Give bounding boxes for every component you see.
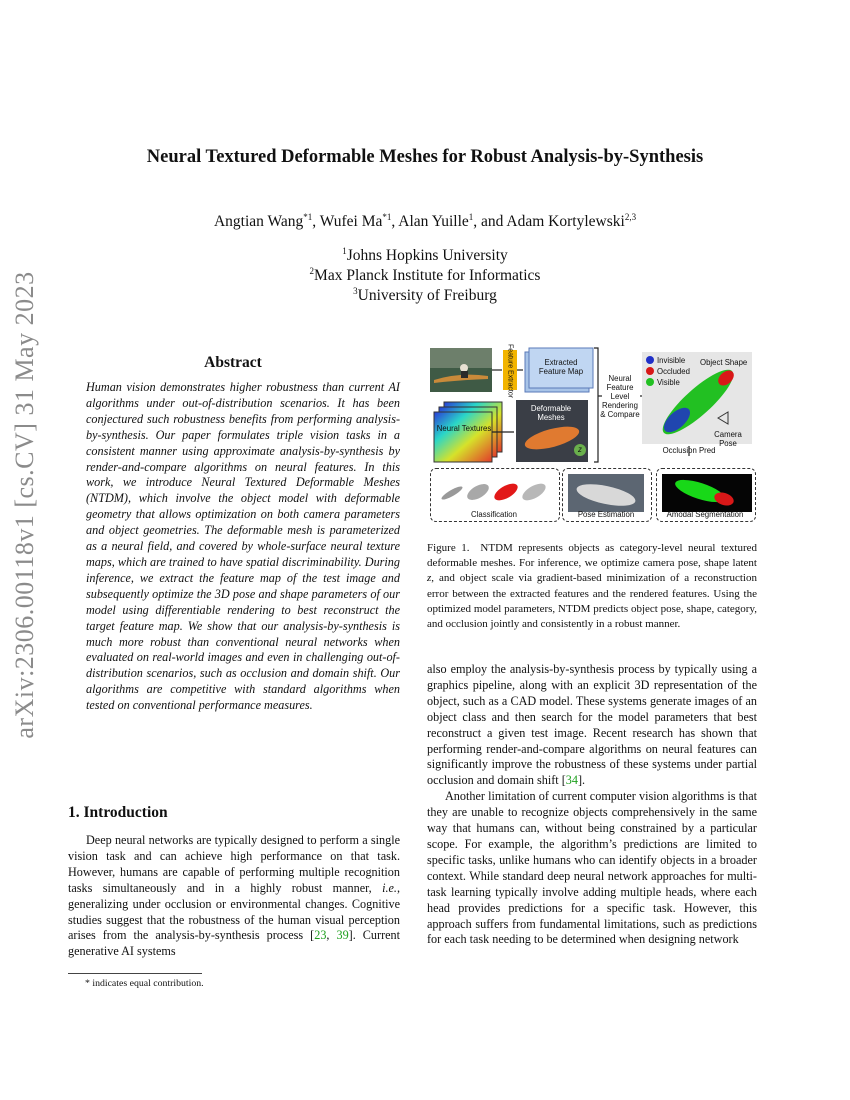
arxiv-stamp bbox=[6, 271, 44, 739]
camera-pose-label: Camera Pose bbox=[714, 430, 742, 448]
amodal-segmentation-label: Amodal Segmentation bbox=[666, 510, 744, 519]
citation-link[interactable]: 39 bbox=[336, 928, 349, 943]
affiliation-sup: 3 bbox=[353, 285, 358, 296]
label-text: Feature Extractor bbox=[506, 343, 514, 399]
legend-invisible: Invisible bbox=[657, 356, 686, 365]
legend-occluded: Occluded bbox=[657, 367, 690, 376]
author-name: Alan Yuille bbox=[398, 213, 469, 230]
text-run: Deep neural networks are typically designed to perform a single vision task and can achieve high performance on that task. However, humans are capable of performing multiple recognition tasks simultaneously and in a highly robust manner, bbox=[68, 833, 400, 895]
author-sup: 2,3 bbox=[624, 211, 637, 222]
affiliation-name: Max Planck Institute for Informatics bbox=[314, 267, 541, 284]
author-sep: , and bbox=[473, 213, 507, 230]
citation-link[interactable]: 23 bbox=[314, 928, 327, 943]
rendering-label: Neural Feature Level Rendering & Compare bbox=[600, 374, 640, 419]
affiliation-name: University of Freiburg bbox=[357, 287, 497, 304]
abstract-heading: Abstract bbox=[204, 354, 262, 371]
author-sep: , bbox=[391, 213, 399, 230]
text-run: , generalizing under occlusion or environmental changes. Cognitive studies suggest that the robustness of the human visual perception arises from the analysis-by-synthesis process [ bbox=[68, 880, 400, 943]
affiliation-sup: 1 bbox=[342, 245, 347, 256]
footnote: * indicates equal contribution. bbox=[85, 978, 204, 989]
legend-swatch-occluded bbox=[646, 367, 654, 375]
input-photo bbox=[430, 348, 492, 392]
text-run: NTDM represents objects as category-level neural textured deformable meshes. For inference, we optimize camera pose, shape latent bbox=[427, 542, 757, 570]
affiliation bbox=[0, 267, 850, 285]
caption-label: Figure 1. bbox=[427, 542, 470, 554]
legend-swatch-invisible bbox=[646, 356, 654, 364]
legend-visible: Visible bbox=[657, 378, 680, 387]
text-run: , and object scale via gradient-based minimization of a reconstruction error between the extracted features and the rendered features. Using the optimized model parameters, NTDM predicts object pose, shape, category, and occlusion jointly and consistently in a robust manner. bbox=[427, 572, 757, 631]
figure-1 bbox=[430, 343, 756, 526]
body-paragraph: Another limitation of current computer vision algorithms is that they are unable to recognize objects comprehensively in the same way that humans can, without being constrained by a particular scope. For example, the algorithm’s predictions are limited to specific tasks, unlike humans who can identify objects in a broader context. While standard deep neural network approaches for multi-task learning typically involve adding multiple heads, where each head provides predictions for a specific task. However, this approach suffers from fundamental limitations, such as predictions for each task needing to be determined when designing network bbox=[427, 789, 757, 947]
abstract-text: Human vision demonstrates higher robustness than current AI algorithms under out-of-distribution scenarios. It has been conjectured such robustness benefits from performing analysis-by-synthesis. Our paper formulates triple vision tasks in a consistent manner using approximate analysis-by-synthesis by render-and-compare algorithms on neural features. In this work, we introduce Neural Textured Deformable Meshes (NTDM), which involve the object model with deformable geometry that allows optimization on both camera parameters and object geometries. The deformable mesh is parameterized as a neural field, and covered by whole-surface neural texture maps, which are trained to have spatial discriminability. During inference, we extract the feature map of the test image and subsequently optimize the 3D pose and shape parameters of our model using differentiable rendering to best reconstruct the target feature map. We show that our analysis-by-synthesis is much more robust than conventional neural networks when evaluated on real-world images and even in challenging out-of-distribution scenarios, such as occlusion and domain shift. Our algorithms are competitive with standard algorithms when tested on conventional performance measures. bbox=[86, 380, 400, 713]
affiliation bbox=[0, 287, 850, 305]
intro-paragraph bbox=[68, 833, 400, 960]
author-sup: *1 bbox=[382, 211, 392, 222]
text-run: also employ the analysis-by-synthesis process by typically using a graphics pipeline, along with an explicit 3D representation of the object, such as a CAD model. These systems generate images of an object class and then search for the model parameters that best reconstruct a given test image. Recent research has shown that performing render-and-compare algorithms on neural features can significantly improve the robustness of these systems under partial occlusion and domain shift [ bbox=[427, 662, 757, 788]
figure-caption bbox=[427, 541, 757, 632]
section-heading-introduction: 1. Introduction bbox=[68, 804, 168, 821]
introduction-text bbox=[68, 833, 400, 960]
arxiv-id: arXiv:2306.00118v1 [cs.CV] 31 May 2023 bbox=[10, 271, 39, 739]
text-run: , bbox=[326, 928, 337, 943]
author-name: Angtian Wang bbox=[213, 213, 304, 230]
pose-estimation-label: Pose Estimation bbox=[577, 510, 635, 519]
classification-label: Classification bbox=[471, 510, 517, 519]
extracted-feature-map-label: Extracted Feature Map bbox=[538, 358, 584, 376]
legend-swatch-visible bbox=[646, 378, 654, 386]
text-run: i.e. bbox=[382, 880, 397, 895]
author-name: Adam Kortylewski bbox=[506, 213, 625, 230]
author-sup: 1 bbox=[468, 211, 474, 222]
text-run: ]. bbox=[577, 773, 586, 788]
z-label: z bbox=[578, 445, 582, 454]
text-run: ]. Current generative AI systems bbox=[68, 928, 401, 959]
deformable-meshes-label: Deformable Meshes bbox=[530, 404, 572, 422]
neural-textures-label: Neural Textures bbox=[436, 424, 492, 433]
affiliation bbox=[0, 247, 850, 265]
occlusion-pred-label: Occlusion Pred bbox=[662, 446, 716, 455]
author-list bbox=[0, 213, 850, 231]
paper-title: Neural Textured Deformable Meshes for Robust Analysis-by-Synthesis bbox=[146, 147, 704, 167]
object-shape-label: Object Shape bbox=[700, 358, 748, 367]
affiliation-sup: 2 bbox=[309, 265, 315, 276]
author-sep: , bbox=[312, 213, 320, 230]
body-paragraph bbox=[427, 662, 757, 789]
feature-extractor-label bbox=[501, 343, 519, 399]
affiliation-name: Johns Hopkins University bbox=[346, 247, 508, 264]
footnote-rule bbox=[68, 973, 202, 974]
text-run: z bbox=[427, 572, 432, 585]
author-sup: *1 bbox=[303, 211, 313, 222]
right-column-text bbox=[427, 662, 757, 948]
citation-link[interactable]: 34 bbox=[565, 773, 578, 788]
author-name: Wufei Ma bbox=[319, 213, 383, 230]
